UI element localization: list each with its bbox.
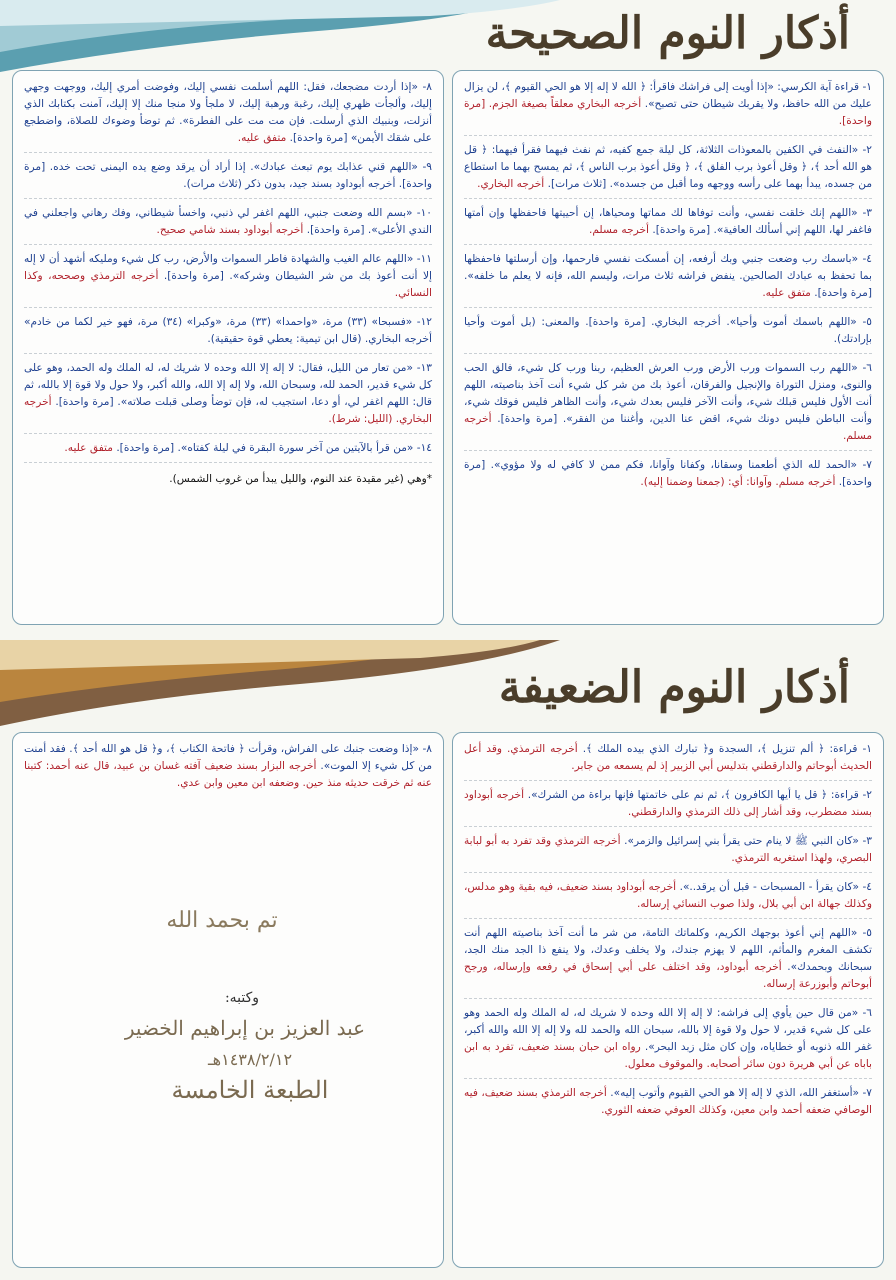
dhikr-text: ٨- «إذا أردت مضجعك، فقل: اللهم أسلمت نفسي إليك، وفوضت أمري إليك، ووجهت وجهي إليك، وألجأت ظهري إليك، رغبة ورهبة إليك، لا ملجأ ولا منجا منك إلا إليك، آمنت بكتابك الذي أنزلت، وبنبيك الذي أرسلت. فإن مت مت على الفطرة». ثم توضأ وضوءك للصلاة، واضطجع على شقك الأيمن» [مرة واحدة]. bbox=[24, 81, 432, 144]
dhikr-item bbox=[464, 1005, 872, 1079]
dhikr-text: ٦- «من قال حين يأوي إلى فراشه: لا إله إلا الله وحده لا شريك له، له الملك وله الحمد وهو على كل شيء قدير، لا حول ولا قوة إلا بالله، سبحان الله والحمد لله ولا إله إلا الله والله أكبر، غفر الله ذنوبه أو خطاياه، وإن كان مثل زبد البحر». bbox=[464, 1007, 872, 1053]
dhikr-item bbox=[24, 314, 432, 354]
dhikr-item bbox=[24, 741, 432, 797]
left-column-panel bbox=[12, 70, 444, 625]
dhikr-text: ٢- قراءة: ﴿ قل يا أيها الكافرون ﴾، ثم نم على خاتمتها فإنها براءة من الشرك». bbox=[527, 789, 872, 801]
dhikr-item bbox=[464, 833, 872, 873]
source-reference: أخرجه الترمذي. وقد أعل الحديث أبوحاتم والدارقطني بتدليس أبي الزبير إذ لم يسمعه من جابر. bbox=[464, 743, 872, 772]
written-by: وكتبه: bbox=[224, 990, 260, 1006]
source-reference: متفق عليه. bbox=[64, 442, 113, 454]
dhikr-text: ٢- «النفث في الكفين بالمعوذات الثلاثة، كل ليلة جمع كفيه، ثم نفث فيهما فقرأ فيهما: ﴿ قل هو الله أحد ﴾، ﴿ وقل أعوذ برب الفلق ﴾، ﴿ وقل أعوذ برب الناس ﴾، ثم يمسح بهما ما استطاع من جسده، يبدأ بهما على رأسه ووجهه وما أقبل من جسده». [ثلاث مرات]. bbox=[464, 144, 872, 190]
dhikr-text: ٣- «اللهم إنك خلقت نفسي، وأنت توفاها لك مماتها ومحياها، إن أحييتها فاحفظها وإن أمتها فاغفر لها، اللهم إني أسألك العافية». [مرة واحدة]. bbox=[464, 207, 872, 236]
dhikr-text: ١٢- «فسبحا» (٣٣) مرة، «واحمدا» (٣٣) مرة، «وكبرا» (٣٤) مرة، فهو خير لكما من خادم» أخرجه البخاري. (قال ابن تيمية: يعطي قوة حقيقية). bbox=[24, 316, 432, 345]
dhikr-item bbox=[24, 360, 432, 434]
dhikr-item bbox=[464, 205, 872, 245]
dhikr-item bbox=[464, 925, 872, 999]
source-reference: أخرجه الترمذي وصححه، وكذا النسائي. bbox=[24, 270, 432, 299]
dhikr-text: ٤- «باسمك رب وضعت جنبي وبك أرفعه، إن أمسكت نفسي فارحمها، وإن أرسلتها فاحفظها بما تحفظ به عبادك الصالحين. ينفض فراشه ثلاث مرات، وليسم الله، فإنه لا يعلم ما خلفه». [مرة واحدة]. bbox=[464, 253, 872, 299]
source-reference: أخرجه الترمذي بسند ضعيف، فيه الوصافي ضعفه أحمد وابن معين، وكذلك العوفي ضعفه الثوري. bbox=[464, 1087, 872, 1116]
dhikr-text: ٥- «اللهم إني أعوذ بوجهك الكريم، وكلماتك التامة، من شر ما أنت آخذ بناصيته اللهم أنت تكشف المغرم والمأثم، اللهم لا يهزم جندك، ولا يخلف وعدك، ولا ينفع ذا الجد منك الجد، سبحانك وبحمدك». bbox=[464, 927, 872, 973]
dhikr-item bbox=[464, 1085, 872, 1124]
right-column-panel bbox=[452, 70, 884, 625]
source-reference: أخرجه مسلم. bbox=[464, 413, 872, 442]
source-reference: أخرجه البخاري معلقاً بصيغة الجزم. [مرة واحدة]. bbox=[464, 98, 872, 127]
source-reference: متفق عليه. bbox=[762, 287, 811, 299]
source-reference: أخرجه البخاري. (الليل: شرط). bbox=[24, 396, 432, 425]
section-title: أذكار النوم الضعيفة bbox=[498, 662, 850, 713]
dhikr-item bbox=[464, 879, 872, 919]
dhikr-text: ١٤- «من قرأ بالآيتين من آخر سورة البقرة في ليلة كفتاه». [مرة واحدة]. bbox=[116, 442, 432, 454]
source-reference: أخرجه أبوداود بسند شامي صحيح. bbox=[156, 224, 304, 236]
dhikr-text: ٥- «اللهم باسمك أموت وأحيا». أخرجه البخاري. [مرة واحدة]. والمعنى: (بل أموت وأحيا بإرادتك). bbox=[464, 316, 872, 345]
dhikr-text: ٣- «كان النبي ﷺ لا ينام حتى يقرأ بني إسرائيل والزمر». bbox=[624, 835, 872, 847]
dhikr-text: ١٠- «بسم الله وضعت جنبي، اللهم اغفر لي ذنبي، واخسأ شيطاني، وفك رهاني واجعلني في الندي الأعلى». [مرة واحدة]. bbox=[24, 207, 432, 236]
author-signature: عبد العزيز بن إبراهيم الخضير bbox=[124, 1016, 366, 1040]
dhikr-item bbox=[464, 457, 872, 496]
dhikr-item bbox=[464, 314, 872, 354]
source-reference: رواه ابن حبان بسند ضعيف، تفرد به ابن باباه عن أبي هريرة دون سائر أصحابه. والموقوف معلول. bbox=[464, 1041, 872, 1070]
source-reference: أخرجه الترمذي وقد تفرد به أبو لبابة البصري، ولهذا استغربه الترمذي. bbox=[464, 835, 872, 864]
dhikr-item bbox=[464, 741, 872, 781]
dhikr-text: ١١- «اللهم عالم الغيب والشهادة فاطر السموات والأرض، رب كل شيء ومليكه أشهد أن لا إله إلا أنت أعوذ بك من شر الشيطان وشركه». [مرة واحدة]. bbox=[24, 253, 432, 282]
edition: الطبعة الخامسة bbox=[171, 1076, 329, 1104]
dhikr-item bbox=[464, 251, 872, 308]
dhikr-item bbox=[464, 142, 872, 199]
dhikr-item bbox=[24, 205, 432, 245]
dhikr-item bbox=[24, 440, 432, 463]
closing-text: تم بحمد الله bbox=[166, 908, 278, 933]
source-reference: أخرجه البخاري. bbox=[477, 178, 545, 190]
page-title: أذكار النوم الصحيحة bbox=[485, 8, 850, 59]
source-reference: أخرجه البزار بسند ضعيف آفته غسان بن عبيد، قال عنه أحمد: كتبنا عنه ثم خرقت حديثه منذ حين. وضعفه ابن معين وابن عدي. bbox=[24, 760, 432, 789]
dhikr-text: ٦- «اللهم رب السموات ورب الأرض ورب العرش العظيم، ربنا ورب كل شيء، فالق الحب والنوى، ومنزل التوراة والإنجيل والفرقان، أعوذ بك من شر كل شيء أنت آخذ بناصيته، اللهم أنت الأول فليس قبلك شيء، وأنت الآخر فليس بعدك شيء، وأنت الظاهر فليس فوقك شيء، وأنت الباطن فليس دونك شيء، اقض عنا الدين، وأغننا من الفقر». [مرة واحدة]. bbox=[464, 362, 872, 425]
dhikr-item bbox=[464, 787, 872, 827]
dhikr-text: ١٣- «من تعار من الليل، فقال: لا إله إلا الله وحده لا شريك له، له الملك وله الحمد، وهو على كل شيء قدير، الحمد لله، وسبحان الله، ولا إله إلا الله، والله أكبر، ولا حول ولا قوة إلا بالله، ثم قال: اللهم اغفر لي، أو دعا، استجيب له، فإن توضأ وصلى قبلت صلاته». [مرة واحدة]. bbox=[24, 362, 432, 408]
source-reference: أخرجه مسلم. وآوانا: أي: (جمعنا وضمنا إليه). bbox=[640, 476, 836, 488]
dhikr-text: ٧- «الحمد لله الذي أطعمنا وسقانا، وكفانا وآوانا، فكم ممن لا كافي له ولا مؤوي». [مرة واحدة]. bbox=[464, 459, 872, 488]
dhikr-text: ٧- «أستغفر الله، الذي لا إله إلا هو الحي القيوم وأتوب إليه». bbox=[610, 1087, 872, 1099]
dhikr-text: ١- قراءة آية الكرسي: «إذا أويت إلى فراشك فاقرأ: ﴿ الله لا إله إلا هو الحي القيوم ﴾، لن يزال عليك من الله حافظ، ولا يقربك شيطان حتى تصبح». bbox=[464, 81, 873, 110]
dhikr-item bbox=[24, 251, 432, 308]
source-reference: أخرجه مسلم. bbox=[589, 224, 649, 236]
source-reference: أخرجه أبوداود بسند مضطرب، وقد أشار إلى ذلك الترمذي والدارقطني. bbox=[464, 789, 872, 818]
source-reference: أخرجه أبوداود، وقد اختلف على أبي إسحاق في رفعه وإرساله، ورجح أبوحاتم وأبوزرعة إرساله. bbox=[464, 961, 872, 990]
dhikr-text: ٤- «كان يقرأ - المسبحات - قبل أن يرقد..». bbox=[679, 881, 872, 893]
section-weak bbox=[0, 640, 896, 1280]
dhikr-item bbox=[24, 79, 432, 153]
dhikr-item bbox=[464, 360, 872, 451]
dhikr-text: ٩- «اللهم قني عذابك يوم تبعث عبادك». إذا أراد أن يرقد وضع يده اليمنى تحت خده. [مرة واحدة]. أخرجه أبوداود بسند جيد، بدون ذكر (ثلاث مرات). bbox=[24, 161, 432, 190]
dhikr-text: ٨- «إذا وضعت جنبك على الفراش، وقرأت ﴿ فاتحة الكتاب ﴾، و﴿ قل هو الله أحد ﴾. فقد أمنت من كل شيء إلا الموت». bbox=[24, 743, 432, 772]
source-reference: متفق عليه. bbox=[237, 132, 287, 144]
source-reference: أخرجه أبوداود بسند ضعيف، فيه بقية وهو مدلس، وكذلك جهالة ابن أبي بلال، ولذا صوب النسائي إرساله. bbox=[464, 881, 872, 910]
date: ١٤٣٨/٢/١٢هـ bbox=[207, 1050, 293, 1069]
dhikr-item bbox=[24, 159, 432, 199]
footnote: *وهي (غير مقيدة عند النوم، والليل يبدأ من غروب الشمس). bbox=[169, 473, 432, 485]
dhikr-item bbox=[464, 79, 872, 136]
right-column-panel bbox=[452, 732, 884, 1268]
dhikr-text: ١- قراءة: ﴿ ألم تنزيل ﴾، السجدة و﴿ تبارك الذي بيده الملك ﴾. bbox=[582, 743, 872, 755]
